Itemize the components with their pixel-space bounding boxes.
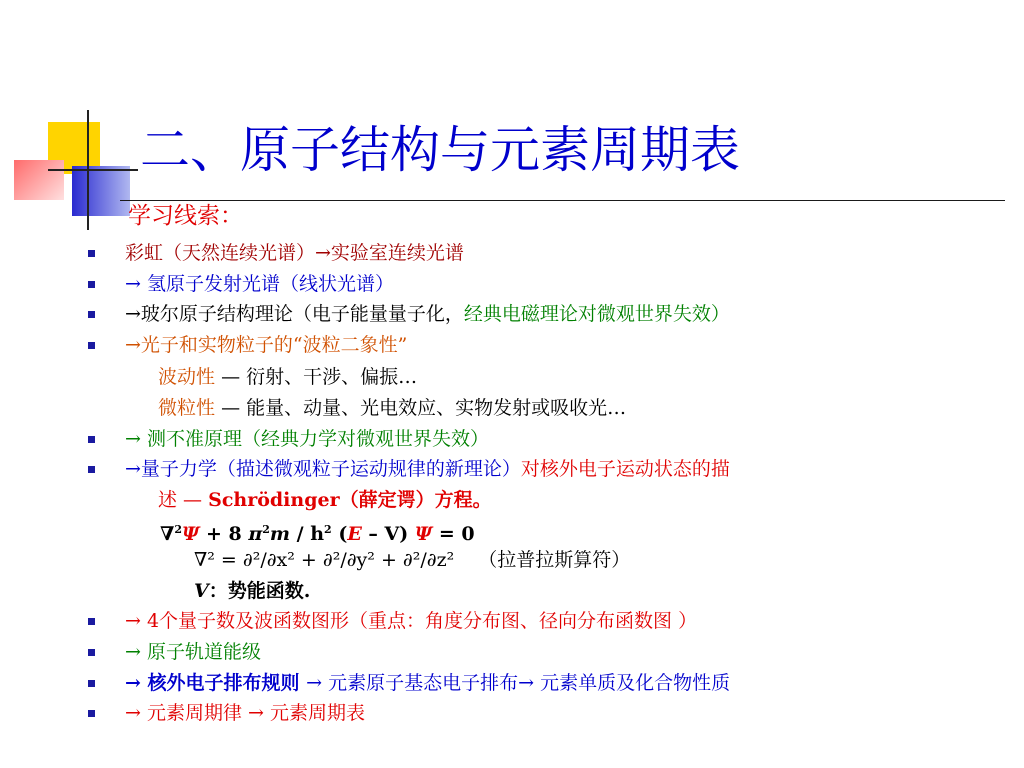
laplacian-note: （拉普拉斯算符） <box>478 549 631 571</box>
bullet-icon <box>88 436 95 443</box>
item-text: → 测不准原理（经典力学对微观世界失效） <box>125 428 489 450</box>
bullet-icon <box>88 466 95 473</box>
item-text: → 氢原子发射光谱（线状光谱） <box>125 273 394 295</box>
item-text: 彩虹（天然连续光谱）→实验室连续光谱 <box>125 242 464 264</box>
laplacian-formula: ∇² = ∂²/∂x² + ∂²/∂y² + ∂²/∂z² <box>194 549 455 571</box>
title-underline <box>120 200 1005 201</box>
item-text: → 4个量子数及波函数图形（重点：角度分布图、径向分布函数图 ） <box>125 610 698 632</box>
item-text-part1: 述 — <box>158 489 209 511</box>
item-text: → 元素周期律 → 元素周期表 <box>125 702 365 724</box>
slide-title: 二、原子结构与元素周期表 <box>140 121 740 179</box>
item-text: — 衍射、干涉、偏振… <box>221 366 418 388</box>
item-text-part1: →量子力学（描述微观粒子运动规律的新理论） <box>125 458 521 480</box>
bullet-icon <box>88 618 95 625</box>
subtitle: 学习线索： <box>128 203 243 229</box>
item-text: →光子和实物粒子的“波粒二象性” <box>125 334 408 356</box>
item-text: → 原子轨道能级 <box>125 641 261 663</box>
horizontal-rule-decoration <box>48 169 138 171</box>
blue-square-decoration <box>72 166 130 216</box>
bullet-icon <box>88 649 95 656</box>
item-label: 波动性 <box>158 366 216 388</box>
item-text-part2: 对核外电子运动状态的描 <box>520 458 730 480</box>
bullet-icon <box>88 680 95 687</box>
item-text-part1: → 核外电子排布规则 <box>125 672 307 694</box>
item-text-part2: → 元素原子基态电子排布→ 元素单质及化合物性质 <box>306 672 731 694</box>
item-text-part1: →玻尔原子结构理论（电子能量量子化， <box>125 303 464 325</box>
bullet-icon <box>88 250 95 257</box>
red-square-decoration <box>14 160 64 200</box>
item-text-part2: 经典电磁理论对微观世界失效） <box>463 303 730 325</box>
bullet-icon <box>88 281 95 288</box>
item-label: 微粒性 <box>158 397 216 419</box>
bullet-icon <box>88 710 95 717</box>
item-text: — 能量、动量、光电效应、实物发射或吸收光… <box>221 397 627 419</box>
bullet-icon <box>88 342 95 349</box>
bullet-icon <box>88 311 95 318</box>
item-text-part2: Schrödinger（薛定谔）方程。 <box>208 489 492 511</box>
